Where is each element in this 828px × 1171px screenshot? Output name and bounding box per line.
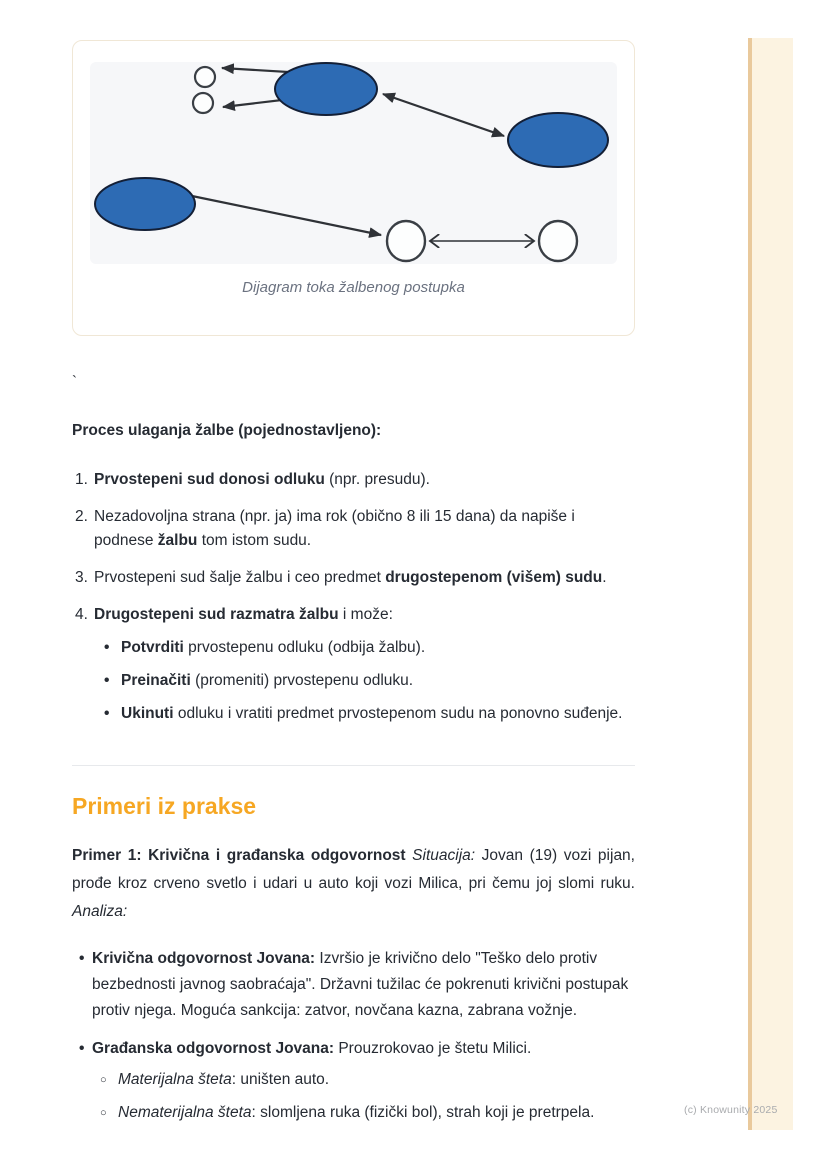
circle-bullet-marker: ○ [100,1074,107,1086]
double-arrow-top [383,94,504,136]
list-item [72,1036,635,1133]
list-item-text: Nematerijalna šteta: slomljena ruka (fizički bol), strah koji je pretrpela. [118,1104,595,1121]
blue-ellipse-right [508,113,608,167]
list-item [72,946,635,1024]
circle-bullet-marker: ○ [100,1107,107,1119]
blue-ellipse-left [95,178,195,230]
numbered-step [72,468,635,492]
section-divider [72,765,635,766]
page-edge-strip [752,38,793,1130]
list-item [96,1067,635,1093]
step-number: 1. [75,471,88,488]
document-body [72,0,635,1145]
list-item-text: Materijalna šteta: uništen auto. [118,1071,330,1088]
list-item-text: Potvrditi prvostepenu odluku (odbija žalbu). [121,639,426,656]
list-item [96,1100,635,1126]
bullet-marker: • [104,672,110,689]
list-item [102,702,635,726]
list-item-text [92,1036,635,1133]
list-item [102,636,635,660]
step-text [94,603,635,735]
blue-ellipse-top [275,63,377,115]
numbered-step [72,603,635,735]
numbered-step [72,566,635,590]
list-item [102,669,635,693]
example-paragraph: Primer 1: Krivična i građanska odgovornost Situacija: Jovan (19) vozi pijan, prođe kroz crveno svetlo i udari u auto koji vozi Milica, pri čemu joj slomi ruku. Analiza: [72,847,635,920]
step-options-list [102,636,635,726]
numbered-step [72,505,635,553]
step-text-line: Drugostepeni sud razmatra žalbu i može: [94,606,393,623]
small-circle-node-1 [195,67,215,87]
small-circle-node-2 [193,93,213,113]
section-heading: Primeri iz prakse [72,793,257,819]
list-item-line: Građanska odgovornost Jovana: Prouzrokovao je štetu Milici. [92,1040,532,1057]
numbered-list [72,468,635,735]
step-number: 4. [75,606,88,623]
figure-card [72,40,635,336]
bullet-marker: • [104,639,110,656]
step-text: Prvostepeni sud donosi odluku (npr. presudu). [94,471,430,488]
open-circle-node-1 [387,221,425,261]
figure-caption: Dijagram toka žalbenog postupka [242,279,465,296]
step-text: Nezadovoljna strana (npr. ja) ima rok (obično 8 ili 15 dana) da napiše i podnese žalbu tom istom sudu. [94,508,575,549]
list-item-text: Preinačiti (promeniti) prvostepenu odluku. [121,672,414,689]
bullet-marker: • [79,1040,85,1057]
list-item-text: Krivična odgovornost Jovana: Izvršio je krivično delo "Teško delo protiv bezbednosti javnog saobraćaja". Državni tužilac će pokrenuti krivični postupak protiv njega. Moguća sankcija: zatvor, novčana kazna, zabrana vožnje. [92,950,629,1019]
flow-diagram [90,62,617,264]
process-heading: Proces ulaganja žalbe (pojednostavljeno): [72,422,382,439]
long-arrow-bottom [192,196,381,235]
bullet-marker: • [79,950,85,967]
bullet-marker: • [104,705,110,722]
stray-character: ` [72,373,77,390]
nested-list [96,1067,635,1126]
flow-diagram-svg [90,62,617,264]
watermark: (c) Knowunity 2025 [684,1104,778,1116]
analysis-list [72,946,635,1133]
list-item-text: Ukinuti odluku i vratiti predmet prvostepenom sudu na ponovno suđenje. [121,705,623,722]
step-number: 3. [75,569,88,586]
open-circle-node-2 [539,221,577,261]
step-number: 2. [75,508,88,525]
step-text: Prvostepeni sud šalje žalbu i ceo predmet drugostepenom (višem) sudu. [94,569,607,586]
